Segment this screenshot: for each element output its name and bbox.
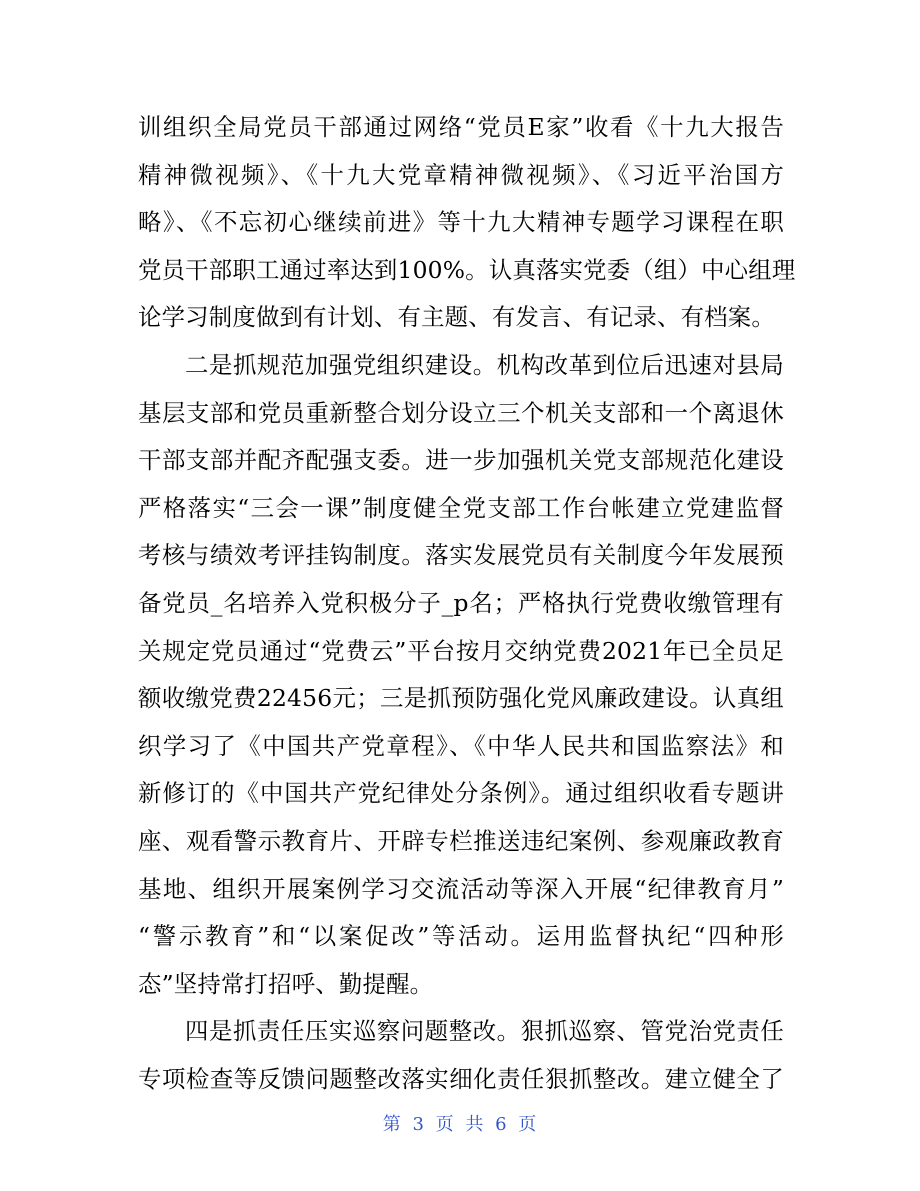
text-line-20: 四是抓责任压实巡察问题整改。狠抓巡察、管党治党责任	[185, 1017, 784, 1046]
text-line-10: 考核与绩效考评挂钩制度。落实发展党员有关制度今年发展预	[138, 541, 784, 570]
text-line-15: 新修订的《中国共产党纪律处分条例》。通过组织收看专题讲	[138, 779, 784, 808]
text-line-2: 精神微视频》、《十九大党章精神微视频》、《习近平治国方	[138, 160, 784, 189]
document-body	[138, 104, 796, 1103]
text-line-14: 织学习了《中国共产党章程》、《中华人民共和国监察法》和	[138, 731, 784, 760]
text-line-12: 关规定党员通过“党费云”平台按月交纳党费2021年已全员足	[138, 636, 784, 665]
page-number-footer: 第 3 页 共 6 页	[382, 1114, 538, 1135]
text-line-19: 态”坚持常打招呼、勤提醒。	[138, 969, 434, 998]
text-line-7: 基层支部和党员重新整合划分设立三个机关支部和一个离退休	[138, 398, 784, 427]
text-line-21: 专项检查等反馈问题整改落实细化责任狠抓整改。建立健全了	[138, 1064, 784, 1093]
text-line-9: 严格落实“三会一课”制度健全党支部工作台帐建立党建监督	[138, 493, 784, 522]
text-line-18: “警示教育”和“以案促改”等活动。运用监督执纪“四种形	[138, 922, 784, 951]
text-line-16: 座、观看警示教育片、开辟专栏推送违纪案例、参观廉政教育	[138, 826, 784, 855]
text-line-4: 党员干部职工通过率达到100%。认真落实党委（组）中心组理	[138, 255, 796, 284]
text-line-8: 干部支部并配齐配强支委。进一步加强机关党支部规范化建设	[138, 446, 784, 475]
text-line-5: 论学习制度做到有计划、有主题、有发言、有记录、有档案。	[138, 303, 775, 332]
text-line-17: 基地、组织开展案例学习交流活动等深入开展“纪律教育月”	[138, 874, 784, 903]
text-line-6: 二是抓规范加强党组织建设。机构改革到位后迅速对县局	[185, 350, 784, 379]
text-line-11: 备党员_名培养入党积极分子_p名；严格执行党费收缴管理有	[138, 588, 784, 617]
text-line-13: 额收缴党费22456元；三是抓预防强化党风廉政建设。认真组	[138, 684, 784, 713]
text-line-1: 训组织全局党员干部通过网络“党员E家”收看《十九大报告	[138, 113, 784, 141]
text-line-3: 略》、《不忘初心继续前进》等十九大精神专题学习课程在职	[138, 208, 784, 237]
